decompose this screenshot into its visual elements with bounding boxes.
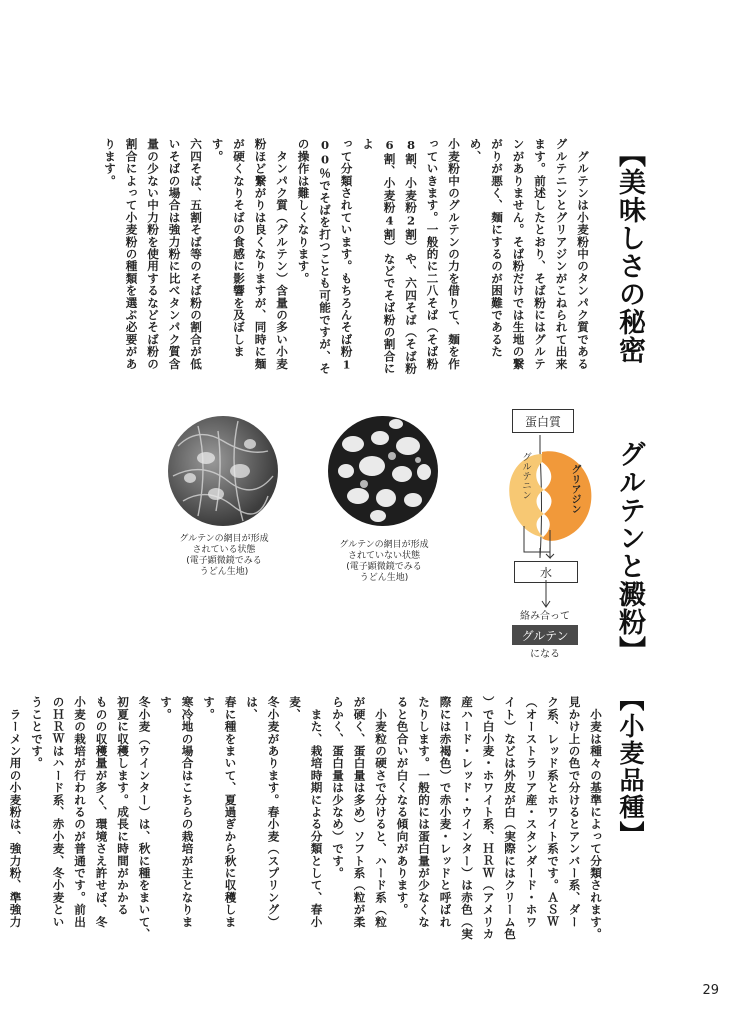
section-title-gluten [614,140,645,664]
no-gluten-network-caption: グルテンの網目が形成 されていない状態 (電子顕微鏡でみる うどん生地) [339,540,429,583]
combine-label: 絡み合って [520,611,570,622]
protein-diagram [498,430,608,616]
gluten-label: グルテン [521,628,569,643]
gliadin-label: グリアジン [569,464,580,514]
water-arrow [540,580,552,610]
gluten-network-micrograph [168,416,278,526]
becomes-label: になる [530,649,560,660]
gluten-body-text: グルテンは小麦粉中のタンパク質である グルテニンとグリアジンがこねられて出来 ます。前述したとおり、そば粉にはグルテ ンがありません。そば粉だけでは生地の繋 がりが悪く、麺にするのが困難であるため、 小麦粉中のグルテンの力を借りて、麺を作 っていきます。一般的に二八そば（そば粉 8割、小麦粉2割）や、六四そば（そば粉 6割、小麦粉4割）などでそば粉の割合によ って分類されています。もちろんそば粉1 00％でそばを打つことも可能ですが、そ の操作は難しくなります。 タンパク質（グルテン）含量の多い小麦 粉ほど繋がりは良くなりますが、同時に麺 が硬くなりそばの食感に影響を及ぼします。 六四そば、五割そば等のそば粉の割合が低 いそばの場合は強力粉に比べタンパク質含 量の少ない中力粉を使用するなどそば粉の 割合によって小麦粉の種類を選ぶ必要があ ります。 [103,138,590,375]
wheat-body-text: 小麦は種々の基準によって分類されます。 見かけ上の色で分けるとアンバー系、ダー ク系、レッド系とホワイト系です。ＡＳＷ （オーストラリア産・スタンダード・ホワ イト）などは外皮が白（実際にはクリーム色 ）で白小麦・ホワイト系、ＨＲＷ（アメリカ 産ハード・レッド・ウインター）は赤色（実 際には赤褐色）で赤小麦・レッドと呼ばれ たりします。一般的には蛋白量が少なくな ると色合いが白くなる傾向があります。 小麦粒の硬さで分けると、ハード系（粒 が硬く、蛋白量は多め）ソフト系（粒が柔 らかく、蛋白量は少なめ）です。 また、栽培時期による分類として、春小麦、 冬小麦があります。春小麦（スプリング）は、 春に種をまいて、夏過ぎから秋に収穫します。 寒冷地の場合はこちらの栽培が主となります。 冬小麦（ウインター）は、秋に種をまいて、 初夏に収穫します。成長に時間がかかる ものの収穫量が多く、環境さえ許せば、冬 小麦の栽培が行われるのが普通です。前出 のＨＲＷはハード系、赤小麦、冬小麦とい うことです。 ラーメン用の小麦粉は、強力粉、準強力 [8,696,603,940]
title-line-1: 【美味しさの秘密 [614,140,645,364]
title-line-2: グルテンと澱粉】 [614,440,645,664]
gluten-box [512,625,578,645]
glutenin-label: グルテニン [520,452,531,500]
gluten-network-caption: グルテンの網目が形成 されている状態 (電子顕微鏡でみる うどん生地) [179,534,269,577]
page-number: 29 [702,983,719,998]
no-gluten-network-micrograph [328,416,438,526]
section-title-wheat-varieties: 【小麦品種】 [616,686,645,848]
water-label: 水 [539,565,552,580]
protein-label: 蛋白質 [524,414,561,429]
